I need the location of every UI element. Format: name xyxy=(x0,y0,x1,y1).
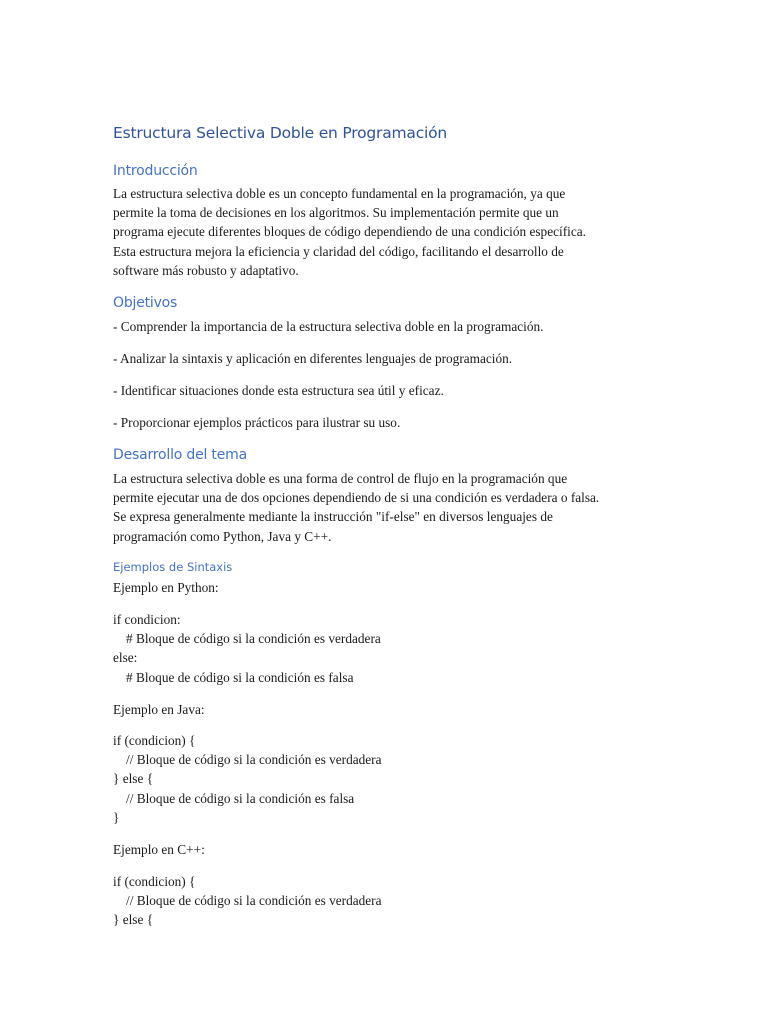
code-comment-line: // Bloque de código si la condición es verdadera xyxy=(126,893,382,909)
python-code-block xyxy=(113,610,381,687)
example-label-text: Ejemplo en Java: xyxy=(113,702,205,717)
code-line: } xyxy=(113,809,120,825)
development-line: Se expresa generalmente mediante la instrucción "if-else" en diversos lenguajes de xyxy=(113,509,553,525)
objective-item xyxy=(113,317,544,336)
development-line: programación como Python, Java y C++. xyxy=(113,528,332,544)
example-label-text: Ejemplo en C++: xyxy=(113,842,205,857)
code-line: } else { xyxy=(113,912,154,928)
java-code-block xyxy=(113,731,382,827)
code-line: else: xyxy=(113,650,138,666)
code-line: } else { xyxy=(113,771,154,787)
development-line: permite ejecutar una de dos opciones dependiendo de si una condición es verdadera o falsa. xyxy=(113,490,600,506)
intro-paragraph xyxy=(113,184,586,280)
code-line: if condicion: xyxy=(113,612,181,627)
objective-item xyxy=(113,413,400,432)
cpp-code-block xyxy=(113,872,382,930)
code-comment-line: # Bloque de código si la condición es falsa xyxy=(126,669,354,685)
objective-text: - Comprender la importancia de la estructura selectiva doble en la programación. xyxy=(113,319,544,334)
code-comment-line: # Bloque de código si la condición es verdadera xyxy=(126,631,381,647)
code-line: if (condicion) { xyxy=(113,874,196,889)
code-line: if (condicion) { xyxy=(113,733,196,748)
cpp-example-label xyxy=(113,840,205,859)
syntax-heading: Ejemplos de Sintaxis xyxy=(113,560,233,574)
document-title: Estructura Selectiva Doble en Programación xyxy=(113,124,448,142)
objective-item xyxy=(113,349,512,368)
java-example-label xyxy=(113,700,205,719)
intro-line: Esta estructura mejora la eficiencia y claridad del código, facilitando el desarrollo de xyxy=(113,243,564,259)
objectives-heading: Objetivos xyxy=(113,295,178,311)
python-example-label xyxy=(113,578,219,597)
document-page xyxy=(113,0,673,1024)
intro-line: software más robusto y adaptativo. xyxy=(113,262,299,278)
development-line: La estructura selectiva doble es una forma de control de flujo en la programación que xyxy=(113,471,568,486)
intro-line: programa ejecute diferentes bloques de código dependiendo de una condición específica. xyxy=(113,224,586,240)
objective-item xyxy=(113,381,444,400)
intro-line: La estructura selectiva doble es un concepto fundamental en la programación, ya que xyxy=(113,186,566,201)
objective-text: - Analizar la sintaxis y aplicación en diferentes lenguajes de programación. xyxy=(113,351,513,366)
code-comment-line: // Bloque de código si la condición es falsa xyxy=(126,790,355,806)
development-heading: Desarrollo del tema xyxy=(113,447,247,463)
objective-text: - Proporcionar ejemplos prácticos para ilustrar su uso. xyxy=(113,415,401,430)
development-paragraph xyxy=(113,469,599,546)
objective-text: - Identificar situaciones donde esta estructura sea útil y eficaz. xyxy=(113,383,444,398)
intro-line: permite la toma de decisiones en los algoritmos. Su implementación permite que un xyxy=(113,205,559,221)
code-comment-line: // Bloque de código si la condición es verdadera xyxy=(126,752,382,768)
intro-heading: Introducción xyxy=(113,163,198,179)
example-label-text: Ejemplo en Python: xyxy=(113,580,219,595)
